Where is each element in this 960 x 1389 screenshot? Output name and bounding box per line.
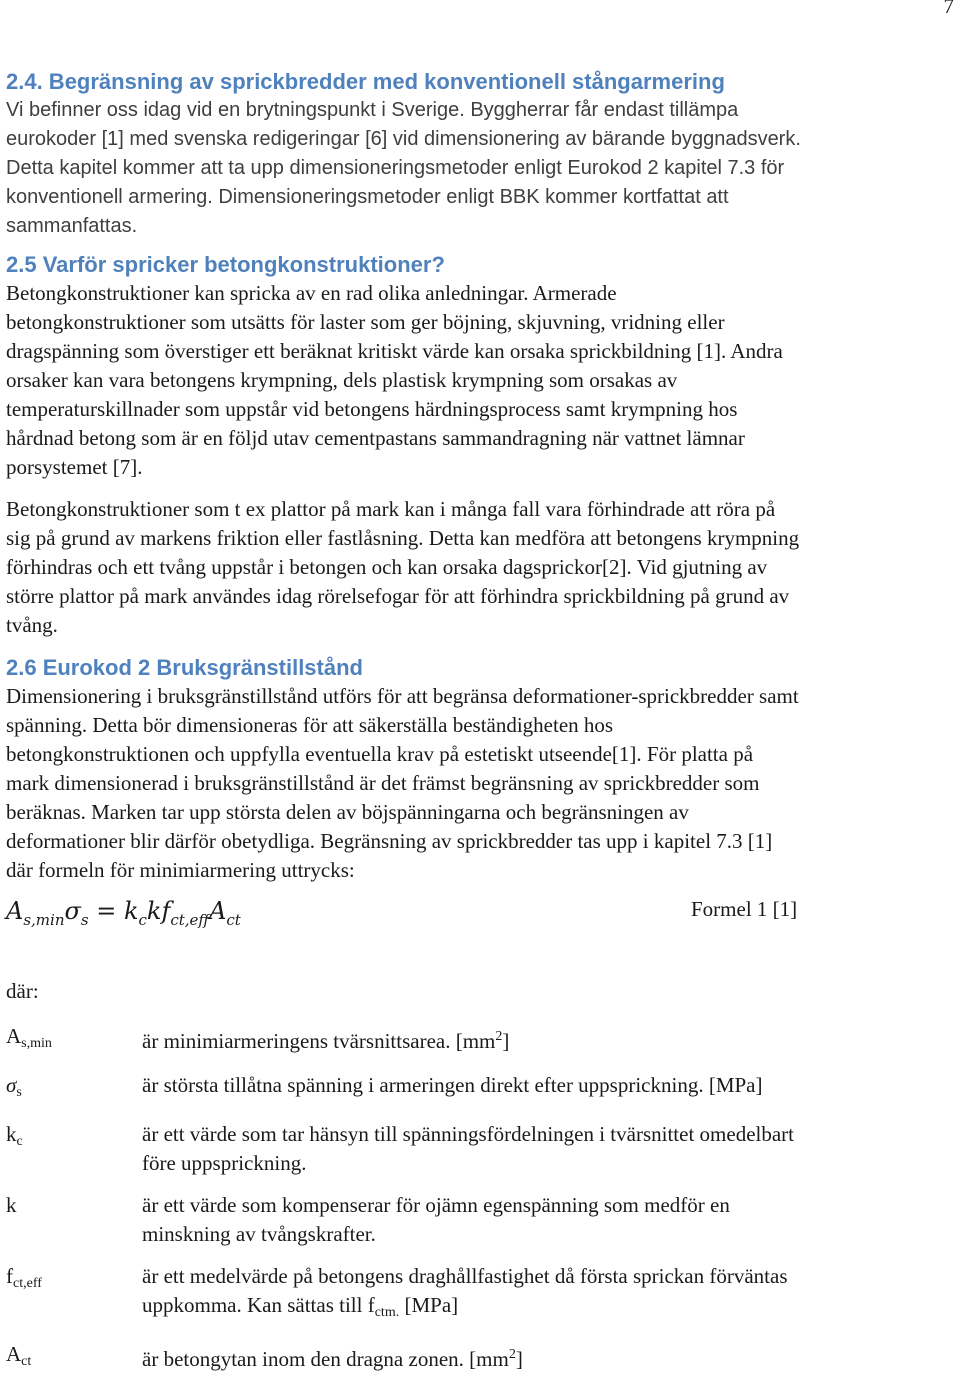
definition-row bbox=[6, 1262, 960, 1327]
description-superscript: 2 bbox=[508, 1347, 516, 1362]
formula-subscript: ct bbox=[226, 911, 241, 929]
symbol-main: σ bbox=[6, 1073, 17, 1097]
text-line: orsaker kan vara betongens krympning, dels plastisk krympning som orsakas av bbox=[6, 368, 678, 392]
description-superscript: 2 bbox=[495, 1029, 503, 1044]
section-heading-2-4: 2.4. Begränsning av sprickbredder med konventionell stångarmering bbox=[6, 69, 725, 94]
description-subscript: ctm. bbox=[374, 1305, 400, 1320]
definition-description bbox=[142, 1120, 960, 1178]
definition-symbol bbox=[6, 1262, 142, 1327]
text-line: eurokoder [1] med svenska redigeringar [6] vid dimensionering av bärande byggnadsverk. bbox=[6, 128, 801, 150]
description-line: före uppsprickning. bbox=[142, 1151, 307, 1175]
section-2-4-paragraph bbox=[6, 96, 960, 241]
definition-description bbox=[142, 1191, 960, 1249]
text-line: konventionell armering. Dimensioneringsmetoder enligt BBK kommer kortfattat att bbox=[6, 186, 729, 208]
formula-subscript: s,min bbox=[23, 911, 65, 929]
symbol-main: f bbox=[6, 1264, 13, 1288]
formula-symbol: σ bbox=[64, 897, 81, 925]
text-line: Detta kapitel kommer att ta upp dimensioneringsmetoder enligt Eurokod 2 kapitel 7.3 för bbox=[6, 157, 785, 179]
section-heading-2-5: 2.5 Varför spricker betongkonstruktioner? bbox=[6, 252, 445, 277]
section-heading-2-6: 2.6 Eurokod 2 Bruksgränstillstånd bbox=[6, 655, 363, 680]
formula-symbol: k bbox=[146, 897, 162, 925]
description-line: minskning av tvångskrafter. bbox=[142, 1222, 376, 1246]
symbol-subscript: s bbox=[16, 1085, 22, 1100]
text-line: spänning. Detta bör dimensioneras för att säkerställa beständigheten hos bbox=[6, 713, 614, 737]
text-line: förhindras och ett tvång uppstår i betongen och kan orsaka dagsprickor[2]. Vid gjutning av bbox=[6, 555, 768, 579]
section-2-5-paragraph-1 bbox=[6, 279, 960, 482]
description-text: [MPa] bbox=[399, 1293, 459, 1317]
text-line: porsystemet [7]. bbox=[6, 455, 143, 479]
definition-row bbox=[6, 1022, 960, 1058]
definition-description bbox=[142, 1340, 960, 1376]
formula-symbol: A bbox=[6, 897, 24, 925]
text-line: Vi befinner oss idag vid en brytningspunkt i Sverige. Byggherrar får endast tillämpa bbox=[6, 99, 739, 121]
definition-row bbox=[6, 1120, 960, 1178]
min-reinforcement-formula bbox=[6, 897, 241, 929]
definition-description bbox=[142, 1262, 960, 1327]
formula-subscript: ct,eff bbox=[170, 911, 210, 929]
definition-symbol bbox=[6, 1022, 142, 1058]
text-line: Dimensionering i bruksgränstillstånd utförs för att begränsa deformationer-sprickbredder samt bbox=[6, 684, 799, 708]
text-line: där formeln för minimiarmering uttrycks: bbox=[6, 858, 355, 882]
text-line: beräknas. Marken tar upp största delen av böjspänningarna och begränsningen av bbox=[6, 800, 689, 824]
definition-row bbox=[6, 1340, 960, 1376]
symbol-subscript: s,min bbox=[21, 1036, 52, 1051]
page-number: 7 bbox=[943, 0, 954, 18]
symbol-subscript: ct bbox=[21, 1354, 32, 1369]
text-line: sig på grund av markens friktion eller fastlåsning. Detta kan medföra att betongens krympning bbox=[6, 526, 800, 550]
description-text: är betongytan inom den dragna zonen. [mm bbox=[142, 1347, 509, 1371]
formula-equals: = bbox=[88, 897, 124, 925]
text-line: sammanfattas. bbox=[6, 215, 138, 237]
text-line: hårdnad betong som är en följd utav cementpastans sammandragning när vattnet lämnar bbox=[6, 426, 745, 450]
section-2-6-paragraph bbox=[6, 682, 960, 885]
definition-symbol bbox=[6, 1340, 142, 1376]
description-text: uppkomma. Kan sättas till f bbox=[142, 1293, 375, 1317]
text-line: deformationer blir därför obetydliga. Begränsning av sprickbredder tas upp i kapitel 7.3 [1] bbox=[6, 829, 773, 853]
definition-description: är största tillåtna spänning i armeringen direkt efter uppsprickning. [MPa] bbox=[142, 1073, 763, 1097]
symbol-main: k bbox=[6, 1122, 17, 1146]
formula-subscript: c bbox=[138, 911, 147, 929]
text-line: tvång. bbox=[6, 613, 58, 637]
text-line: mark dimensionerad i bruksgränstillstånd är det främst begränsning av sprickbredder som bbox=[6, 771, 760, 795]
formula-subscript: s bbox=[80, 911, 89, 929]
symbol-main: A bbox=[6, 1024, 22, 1048]
definitions-list bbox=[6, 1022, 960, 1376]
document-body bbox=[6, 67, 960, 1389]
text-line: betongkonstruktioner som utsätts för laster som ger böjning, skjuvning, vridning eller bbox=[6, 310, 725, 334]
formula-symbol: f bbox=[161, 897, 171, 925]
description-line: är ett värde som kompenserar för ojämn egenspänning som medför en bbox=[142, 1193, 730, 1217]
text-line: Betongkonstruktioner som t ex plattor på mark kan i många fall vara förhindrade att röra på bbox=[6, 497, 776, 521]
symbol-subscript: ct,eff bbox=[13, 1276, 42, 1291]
description-line bbox=[142, 1291, 960, 1327]
symbol-main: A bbox=[6, 1342, 22, 1366]
section-2-5-paragraph-2 bbox=[6, 495, 960, 640]
formula-label: Formel 1 [1] bbox=[691, 897, 798, 921]
definition-symbol bbox=[6, 1191, 142, 1249]
text-line: betongkonstruktionen och uppfylla eventuella krav på estetiskt utseende[1]. För platta på bbox=[6, 742, 754, 766]
description-text: ] bbox=[502, 1029, 510, 1053]
formula-row bbox=[6, 897, 960, 937]
definition-row bbox=[6, 1071, 960, 1107]
text-line: dragspänning som överstiger ett beräknat kritiskt värde kan orsaka sprickbildning [1]. Andra bbox=[6, 339, 783, 363]
definition-symbol bbox=[6, 1120, 142, 1178]
description-line: är ett medelvärde på betongens draghållfastighet då första sprickan förväntas bbox=[142, 1264, 788, 1288]
text-line: Betongkonstruktioner kan spricka av en rad olika anledningar. Armerade bbox=[6, 281, 617, 305]
symbol-main: k bbox=[6, 1193, 17, 1217]
description-line: är ett värde som tar hänsyn till spänningsfördelningen i tvärsnittet omedelbart bbox=[142, 1122, 794, 1146]
formula-symbol: k bbox=[123, 897, 139, 925]
definition-symbol bbox=[6, 1071, 142, 1107]
description-text: ] bbox=[515, 1347, 523, 1371]
formula-symbol: A bbox=[209, 897, 227, 925]
definitions-intro: där: bbox=[6, 979, 39, 1003]
definition-row bbox=[6, 1191, 960, 1249]
text-line: temperaturskillnader som uppstår vid betongens härdningsprocess samt krympning hos bbox=[6, 397, 738, 421]
definition-description bbox=[142, 1022, 960, 1058]
description-text: är minimiarmeringens tvärsnittsarea. [mm bbox=[142, 1029, 496, 1053]
symbol-subscript: c bbox=[16, 1134, 23, 1149]
text-line: större plattor på mark användes idag rörelsefogar för att förhindra sprickbildning på grund av bbox=[6, 584, 790, 608]
